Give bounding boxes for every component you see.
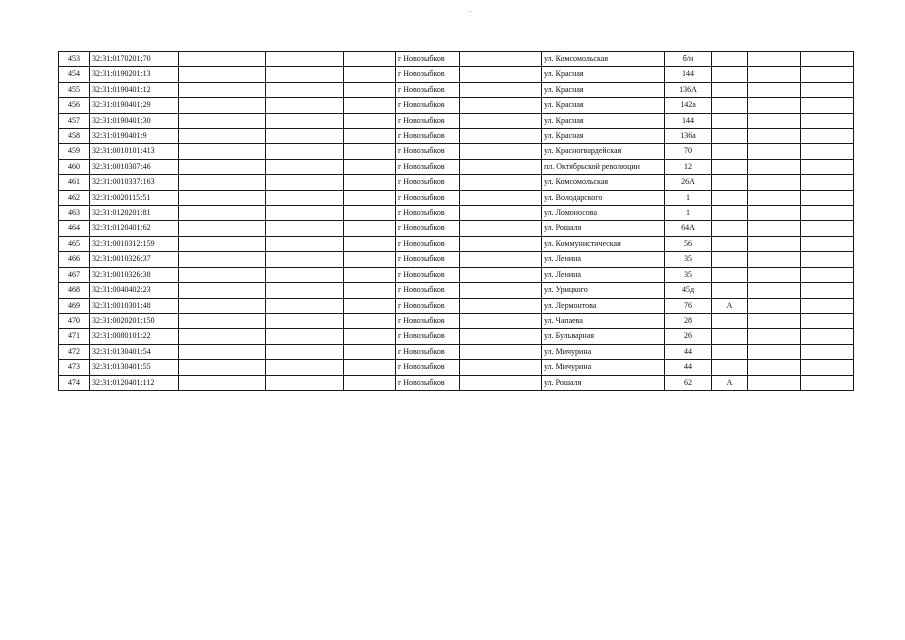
cadastral-number: 32:31:0010301:48: [90, 298, 179, 313]
row-number: 469: [59, 298, 90, 313]
row-number: 467: [59, 267, 90, 282]
empty-cell: [801, 313, 854, 328]
empty-cell: [266, 313, 344, 328]
street: ул. Володарского: [542, 190, 665, 205]
empty-cell: [266, 175, 344, 190]
table-row: [59, 298, 854, 313]
letter-mark: [712, 236, 748, 251]
empty-cell: [748, 175, 801, 190]
house-number: 26А: [665, 175, 712, 190]
street: ул. Красная: [542, 82, 665, 97]
cadastral-number: 32:31:0130401:54: [90, 344, 179, 359]
empty-cell: [460, 206, 542, 221]
cadastral-number: 32:31:0190401:9: [90, 129, 179, 144]
letter-mark: [712, 252, 748, 267]
row-number: 470: [59, 313, 90, 328]
house-number: 45д: [665, 283, 712, 298]
cadastral-number: 32:31:0190401:29: [90, 98, 179, 113]
empty-cell: [801, 98, 854, 113]
empty-cell: [179, 236, 266, 251]
empty-cell: [748, 375, 801, 390]
empty-cell: [344, 283, 396, 298]
empty-cell: [344, 98, 396, 113]
empty-cell: [179, 98, 266, 113]
cadastral-number: 32:31:0120401:112: [90, 375, 179, 390]
table-row: [59, 206, 854, 221]
empty-cell: [748, 52, 801, 67]
empty-cell: [179, 159, 266, 174]
street: ул. Комсомольская: [542, 52, 665, 67]
empty-cell: [179, 283, 266, 298]
cadastral-number: 32:31:0190401:30: [90, 113, 179, 128]
house-number: 142а: [665, 98, 712, 113]
street: пл. Октябрьской революции: [542, 159, 665, 174]
table-row: [59, 144, 854, 159]
empty-cell: [748, 252, 801, 267]
city: г Новозыбков: [396, 159, 460, 174]
cadastral-number: 32:31:0170201:70: [90, 52, 179, 67]
empty-cell: [801, 190, 854, 205]
letter-mark: [712, 82, 748, 97]
empty-cell: [179, 252, 266, 267]
empty-cell: [266, 298, 344, 313]
empty-cell: [801, 206, 854, 221]
empty-cell: [179, 375, 266, 390]
house-number: 26: [665, 329, 712, 344]
row-number: 472: [59, 344, 90, 359]
empty-cell: [801, 344, 854, 359]
cadastral-number: 32:31:0010307:46: [90, 159, 179, 174]
cadastral-number: 32:31:0120201:81: [90, 206, 179, 221]
city: г Новозыбков: [396, 329, 460, 344]
empty-cell: [460, 129, 542, 144]
cadastral-number: 32:31:0120401:62: [90, 221, 179, 236]
letter-mark: [712, 144, 748, 159]
empty-cell: [266, 375, 344, 390]
house-number: 62: [665, 375, 712, 390]
street: ул. Комсомольская: [542, 175, 665, 190]
letter-mark: [712, 52, 748, 67]
empty-cell: [344, 159, 396, 174]
empty-cell: [344, 252, 396, 267]
empty-cell: [748, 67, 801, 82]
empty-cell: [460, 67, 542, 82]
cadastral-number: 32:31:0020115:51: [90, 190, 179, 205]
empty-cell: [748, 129, 801, 144]
cadastral-number: 32:31:0010312:159: [90, 236, 179, 251]
house-number: 144: [665, 113, 712, 128]
row-number: 456: [59, 98, 90, 113]
row-number: 461: [59, 175, 90, 190]
cadastral-number: 32:31:0190401:12: [90, 82, 179, 97]
letter-mark: [712, 360, 748, 375]
row-number: 458: [59, 129, 90, 144]
house-number: 76: [665, 298, 712, 313]
city: г Новозыбков: [396, 206, 460, 221]
empty-cell: [266, 98, 344, 113]
empty-cell: [344, 221, 396, 236]
street: ул. Ломоносова: [542, 206, 665, 221]
empty-cell: [344, 360, 396, 375]
street: ул. Рошаля: [542, 375, 665, 390]
empty-cell: [344, 52, 396, 67]
empty-cell: [344, 267, 396, 282]
city: г Новозыбков: [396, 252, 460, 267]
empty-cell: [179, 82, 266, 97]
table-row: [59, 344, 854, 359]
empty-cell: [748, 236, 801, 251]
empty-cell: [266, 82, 344, 97]
empty-cell: [344, 313, 396, 328]
row-number: 455: [59, 82, 90, 97]
empty-cell: [801, 159, 854, 174]
empty-cell: [801, 298, 854, 313]
empty-cell: [748, 313, 801, 328]
empty-cell: [179, 360, 266, 375]
street: ул. Ленина: [542, 252, 665, 267]
city: г Новозыбков: [396, 313, 460, 328]
empty-cell: [266, 252, 344, 267]
city: г Новозыбков: [396, 129, 460, 144]
letter-mark: [712, 221, 748, 236]
registry-body: [59, 52, 854, 391]
house-number: 28: [665, 313, 712, 328]
empty-cell: [179, 129, 266, 144]
table-row: [59, 329, 854, 344]
city: г Новозыбков: [396, 344, 460, 359]
empty-cell: [460, 190, 542, 205]
row-number: 462: [59, 190, 90, 205]
house-number: 70: [665, 144, 712, 159]
row-number: 457: [59, 113, 90, 128]
empty-cell: [801, 82, 854, 97]
cadastral-number: 32:31:0130401:55: [90, 360, 179, 375]
house-number: 35: [665, 252, 712, 267]
empty-cell: [460, 267, 542, 282]
empty-cell: [179, 298, 266, 313]
letter-mark: [712, 98, 748, 113]
street: ул. Лермонтова: [542, 298, 665, 313]
empty-cell: [179, 113, 266, 128]
street: ул. Красная: [542, 129, 665, 144]
house-number: 44: [665, 344, 712, 359]
empty-cell: [460, 313, 542, 328]
empty-cell: [266, 129, 344, 144]
empty-cell: [460, 298, 542, 313]
empty-cell: [460, 329, 542, 344]
letter-mark: [712, 283, 748, 298]
house-number: 12: [665, 159, 712, 174]
empty-cell: [801, 113, 854, 128]
street: ул. Бульварная: [542, 329, 665, 344]
table-row: [59, 283, 854, 298]
empty-cell: [748, 190, 801, 205]
empty-cell: [801, 252, 854, 267]
table-row: [59, 267, 854, 282]
empty-cell: [179, 144, 266, 159]
letter-mark: [712, 129, 748, 144]
street: ул. Чапаева: [542, 313, 665, 328]
empty-cell: [801, 360, 854, 375]
empty-cell: [344, 375, 396, 390]
house-number: 56: [665, 236, 712, 251]
empty-cell: [748, 360, 801, 375]
scan-speck: [470, 11, 471, 12]
city: г Новозыбков: [396, 52, 460, 67]
table-row: [59, 67, 854, 82]
empty-cell: [179, 344, 266, 359]
letter-mark: [712, 113, 748, 128]
house-number: 1: [665, 190, 712, 205]
empty-cell: [179, 221, 266, 236]
empty-cell: [801, 175, 854, 190]
letter-mark: А: [712, 298, 748, 313]
table-row: [59, 129, 854, 144]
letter-mark: [712, 159, 748, 174]
empty-cell: [801, 375, 854, 390]
empty-cell: [460, 159, 542, 174]
street: ул. Коммунистическая: [542, 236, 665, 251]
empty-cell: [748, 82, 801, 97]
city: г Новозыбков: [396, 221, 460, 236]
street: ул. Красногвардейская: [542, 144, 665, 159]
letter-mark: [712, 313, 748, 328]
empty-cell: [266, 206, 344, 221]
empty-cell: [266, 52, 344, 67]
letter-mark: [712, 175, 748, 190]
city: г Новозыбков: [396, 236, 460, 251]
empty-cell: [460, 82, 542, 97]
property-registry-table: [58, 51, 854, 391]
empty-cell: [266, 360, 344, 375]
empty-cell: [460, 113, 542, 128]
empty-cell: [801, 67, 854, 82]
row-number: 468: [59, 283, 90, 298]
city: г Новозыбков: [396, 113, 460, 128]
empty-cell: [801, 129, 854, 144]
cadastral-number: 32:31:0010337:163: [90, 175, 179, 190]
street: ул. Ленина: [542, 267, 665, 282]
house-number: 35: [665, 267, 712, 282]
empty-cell: [266, 159, 344, 174]
row-number: 474: [59, 375, 90, 390]
house-number: 136а: [665, 129, 712, 144]
row-number: 460: [59, 159, 90, 174]
table-row: [59, 375, 854, 390]
empty-cell: [460, 175, 542, 190]
empty-cell: [460, 144, 542, 159]
cadastral-number: 32:31:0020201:150: [90, 313, 179, 328]
row-number: 473: [59, 360, 90, 375]
city: г Новозыбков: [396, 360, 460, 375]
empty-cell: [179, 267, 266, 282]
city: г Новозыбков: [396, 175, 460, 190]
cadastral-number: 32:31:0190201:13: [90, 67, 179, 82]
city: г Новозыбков: [396, 67, 460, 82]
empty-cell: [748, 159, 801, 174]
empty-cell: [748, 267, 801, 282]
table-row: [59, 190, 854, 205]
cadastral-number: 32:31:0040402:23: [90, 283, 179, 298]
empty-cell: [179, 313, 266, 328]
table-row: [59, 313, 854, 328]
empty-cell: [344, 175, 396, 190]
house-number: 1: [665, 206, 712, 221]
empty-cell: [801, 283, 854, 298]
letter-mark: [712, 206, 748, 221]
empty-cell: [801, 52, 854, 67]
empty-cell: [179, 52, 266, 67]
empty-cell: [801, 267, 854, 282]
table-row: [59, 175, 854, 190]
table-row: [59, 113, 854, 128]
letter-mark: [712, 67, 748, 82]
empty-cell: [179, 190, 266, 205]
empty-cell: [344, 190, 396, 205]
empty-cell: [344, 206, 396, 221]
empty-cell: [748, 113, 801, 128]
empty-cell: [460, 221, 542, 236]
empty-cell: [179, 206, 266, 221]
empty-cell: [801, 144, 854, 159]
city: г Новозыбков: [396, 283, 460, 298]
street: ул. Мичурина: [542, 344, 665, 359]
empty-cell: [266, 113, 344, 128]
empty-cell: [748, 206, 801, 221]
empty-cell: [748, 144, 801, 159]
row-number: 464: [59, 221, 90, 236]
empty-cell: [344, 329, 396, 344]
empty-cell: [748, 298, 801, 313]
empty-cell: [460, 236, 542, 251]
city: г Новозыбков: [396, 98, 460, 113]
empty-cell: [460, 283, 542, 298]
empty-cell: [460, 98, 542, 113]
city: г Новозыбков: [396, 190, 460, 205]
empty-cell: [344, 144, 396, 159]
empty-cell: [801, 221, 854, 236]
city: г Новозыбков: [396, 267, 460, 282]
table-row: [59, 360, 854, 375]
empty-cell: [266, 267, 344, 282]
empty-cell: [748, 344, 801, 359]
city: г Новозыбков: [396, 82, 460, 97]
row-number: 463: [59, 206, 90, 221]
cadastral-number: 32:31:0080101:22: [90, 329, 179, 344]
house-number: 144: [665, 67, 712, 82]
table-row: [59, 52, 854, 67]
empty-cell: [344, 344, 396, 359]
table-row: [59, 159, 854, 174]
empty-cell: [344, 113, 396, 128]
empty-cell: [460, 375, 542, 390]
empty-cell: [344, 67, 396, 82]
empty-cell: [344, 236, 396, 251]
table-row: [59, 236, 854, 251]
empty-cell: [266, 283, 344, 298]
empty-cell: [344, 82, 396, 97]
house-number: 136А: [665, 82, 712, 97]
street: ул. Урицкого: [542, 283, 665, 298]
empty-cell: [266, 344, 344, 359]
cadastral-number: 32:31:0010326:38: [90, 267, 179, 282]
empty-cell: [748, 98, 801, 113]
city: г Новозыбков: [396, 298, 460, 313]
empty-cell: [266, 190, 344, 205]
letter-mark: [712, 344, 748, 359]
empty-cell: [344, 298, 396, 313]
row-number: 454: [59, 67, 90, 82]
cadastral-number: 32:31:0010101:413: [90, 144, 179, 159]
empty-cell: [748, 329, 801, 344]
letter-mark: [712, 190, 748, 205]
empty-cell: [266, 329, 344, 344]
cadastral-number: 32:31:0010326:37: [90, 252, 179, 267]
empty-cell: [460, 52, 542, 67]
row-number: 453: [59, 52, 90, 67]
empty-cell: [748, 283, 801, 298]
empty-cell: [801, 236, 854, 251]
table-row: [59, 98, 854, 113]
street: ул. Красная: [542, 67, 665, 82]
letter-mark: [712, 267, 748, 282]
empty-cell: [179, 67, 266, 82]
empty-cell: [266, 221, 344, 236]
street: ул. Мичурина: [542, 360, 665, 375]
row-number: 466: [59, 252, 90, 267]
empty-cell: [179, 175, 266, 190]
street: ул. Красная: [542, 113, 665, 128]
table-row: [59, 221, 854, 236]
letter-mark: А: [712, 375, 748, 390]
empty-cell: [179, 329, 266, 344]
empty-cell: [266, 144, 344, 159]
empty-cell: [748, 221, 801, 236]
empty-cell: [801, 329, 854, 344]
city: г Новозыбков: [396, 375, 460, 390]
empty-cell: [344, 129, 396, 144]
row-number: 459: [59, 144, 90, 159]
house-number: б/н: [665, 52, 712, 67]
row-number: 471: [59, 329, 90, 344]
empty-cell: [460, 344, 542, 359]
empty-cell: [460, 360, 542, 375]
empty-cell: [266, 236, 344, 251]
table-row: [59, 252, 854, 267]
empty-cell: [266, 67, 344, 82]
house-number: 64А: [665, 221, 712, 236]
table-row: [59, 82, 854, 97]
house-number: 44: [665, 360, 712, 375]
letter-mark: [712, 329, 748, 344]
street: ул. Рошаля: [542, 221, 665, 236]
empty-cell: [460, 252, 542, 267]
row-number: 465: [59, 236, 90, 251]
city: г Новозыбков: [396, 144, 460, 159]
street: ул. Красная: [542, 98, 665, 113]
